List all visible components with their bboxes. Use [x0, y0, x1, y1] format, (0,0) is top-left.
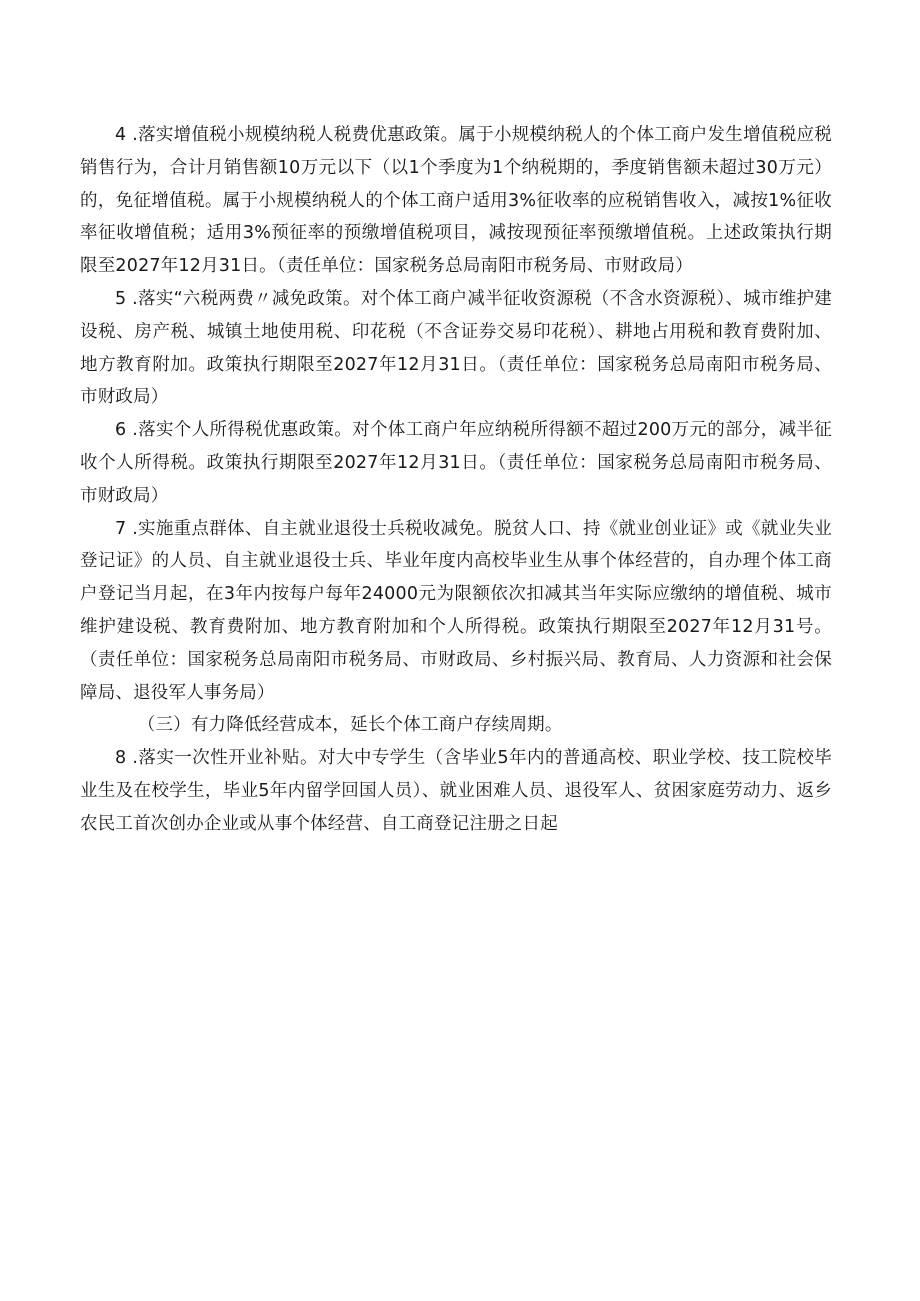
document-page [80, 119, 832, 841]
section-heading: （三）有力降低经营成本，延长个体工商户存续周期。 [137, 715, 563, 736]
paragraph-item-4: 4 .落实增值税小规模纳税人税费优惠政策。属于小规模纳税人的个体工商户发生增值税应税销售行为，合计月销售额10万元以下（以1个季度为1个纳税期的，季度销售额未超过30万元）的，免征增值税。属于小规模纳税人的个体工商户适用3%征收率的应税销售收入，减按1%征收率征收增值税；适用3%预征率的预缴增值税项目，减按现预征率预缴增值税。上述政策执行期限至2027年12月31日。（责任单位：国家税务总局南阳市税务局、市财政局） [80, 125, 832, 277]
paragraph-item-6: 6 .落实个人所得税优惠政策。对个体工商户年应纳税所得额不超过200万元的部分，减半征收个人所得税。政策执行期限至2027年12月31日。（责任单位：国家税务总局南阳市税务局、市财政局） [80, 420, 832, 506]
paragraph-item-7: 7 .实施重点群体、自主就业退役士兵税收减免。脱贫人口、持《就业创业证》或《就业失业登记证》的人员、自主就业退役士兵、毕业年度内高校毕业生从事个体经营的，自办理个体工商户登记当月起，在3年内按每户每年24000元为限额依次扣减其当年实际应缴纳的增值税、城市维护建设税、教育费附加、地方教育附加和个人所得税。政策执行期限至2027年12月31号。（责任单位：国家税务总局南阳市税务局、市财政局、乡村振兴局、教育局、人力资源和社会保障局、退役军人事务局） [80, 518, 832, 703]
paragraph-item-5: 5 .落实“六税两费〃减免政策。对个体工商户减半征收资源税（不含水资源税）、城市维护建设税、房产税、城镇土地使用税、印花税（不含证券交易印花税）、耕地占用税和教育费附加、地方教育附加。政策执行期限至2027年12月31日。（责任单位：国家税务总局南阳市税务局、市财政局） [80, 288, 832, 408]
paragraph-item-8: 8 .落实一次性开业补贴。对大中专学生（含毕业5年内的普通高校、职业学校、技工院校毕业生及在校学生，毕业5年内留学回国人员）、就业困难人员、退役军人、贫困家庭劳动力、返乡农民工首次创办企业或从事个体经营、自工商登记注册之日起 [80, 748, 832, 834]
